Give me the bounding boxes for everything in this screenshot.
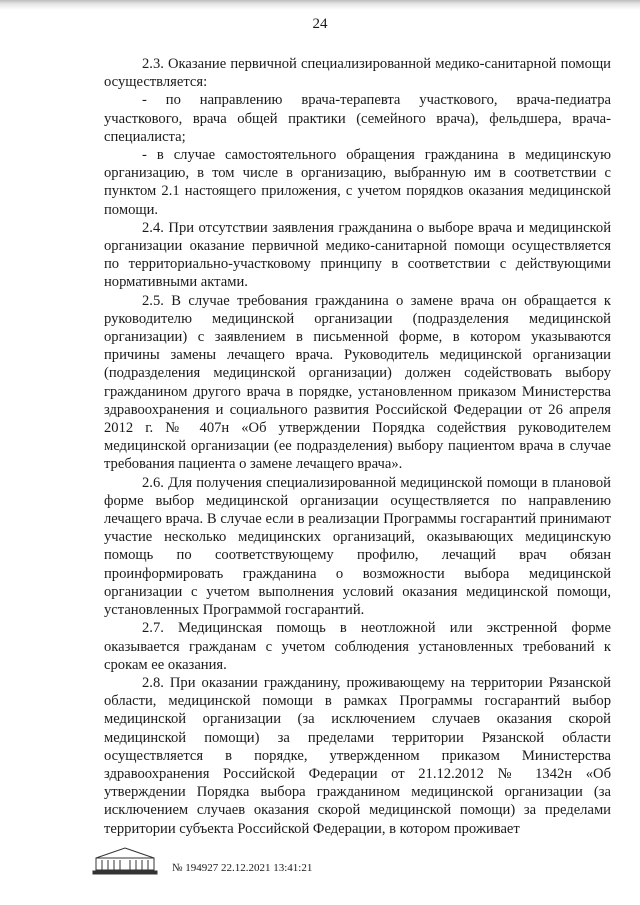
building-emblem-icon — [90, 844, 160, 876]
page-number: 24 — [312, 16, 328, 32]
paragraph-2-3-item-2: - в случае самостоятельного обращения гражданина в медицинскую организацию, в том числе в организацию, выбранную им в соответствии с пунктом 2.1 настоящего приложения, с учетом порядков оказания медицинской помощи. — [104, 147, 611, 218]
scan-edge — [0, 0, 640, 10]
paragraph-2-4: 2.4. При отсутствии заявления гражданина о выборе врача и медицинской организации оказание первичной медико-санитарной помощи осуществляется по территориально-участковому принципу в соответствии с действующими нормативными актами. — [104, 219, 611, 291]
paragraph-2-8: 2.8. При оказании гражданину, проживающему на территории Рязанской области, медицинской помощи в рамках Программы госгарантий выбор медицинской организации (за исключением случаев оказания скорой медицинской помощи) за пределами территории Рязанской области осуществляется в порядке, утвержденном приказом Министерства здравоохранения Российской Федерации от 21.12.2012 № 1342н «Об утверждении Порядка выбора гражданином медицинской организации (за исключением случаев оказания скорой медицинской помощи) за пределами территории субъекта Российской Федерации, в котором проживает — [104, 674, 611, 837]
paragraph-2-6: 2.6. Для получения специализированной медицинской помощи в плановой форме выбор медицинской организации осуществляется по направлению лечащего врача. В случае если в реализации Программы госгарантий принимают участие несколько медицинских организаций, оказывающих медицинскую помощь по соответствующему профилю, лечащий врач обязан проинформировать гражданина о возможности выбора медицинской организации с учетом выполнения условий оказания медицинской помощи, установленных Программой госгарантий. — [104, 474, 611, 619]
document-body — [104, 55, 611, 838]
paragraph-2-5: 2.5. В случае требования гражданина о замене врача он обращается к руководителю медицинской организации (подразделения медицинской организации) с заявлением в письменной форме, в котором указываются причины замены лечащего врача. Руководитель медицинской организации (подразделения медицинской организации) должен содействовать выбору гражданином другого врача в порядке, установленном приказом Министерства здравоохранения и социального развития Российской Федерации от 26 апреля 2012 г. № 407н «Об утверждении Порядка содействия руководителем медицинской организации (ее подразделения) выбору пациентом врача в случае требования пациента о замене лечащего врача». — [104, 292, 611, 473]
paragraph-2-3-item-1: - по направлению врача-терапевта участкового, врача-педиатра участкового, врача общей практики (семейного врача), фельдшера, врача-специалиста; — [104, 92, 611, 145]
document-registration-stamp: № 194927 22.12.2021 13:41:21 — [172, 862, 313, 874]
paragraph-2-3: 2.3. Оказание первичной специализированной медико-санитарной помощи осуществляется: — [104, 56, 611, 91]
paragraph-2-7: 2.7. Медицинская помощь в неотложной или экстренной форме оказывается гражданам с учетом соблюдения установленных требований к срокам ее оказания. — [104, 620, 611, 673]
page-footer — [90, 844, 550, 880]
